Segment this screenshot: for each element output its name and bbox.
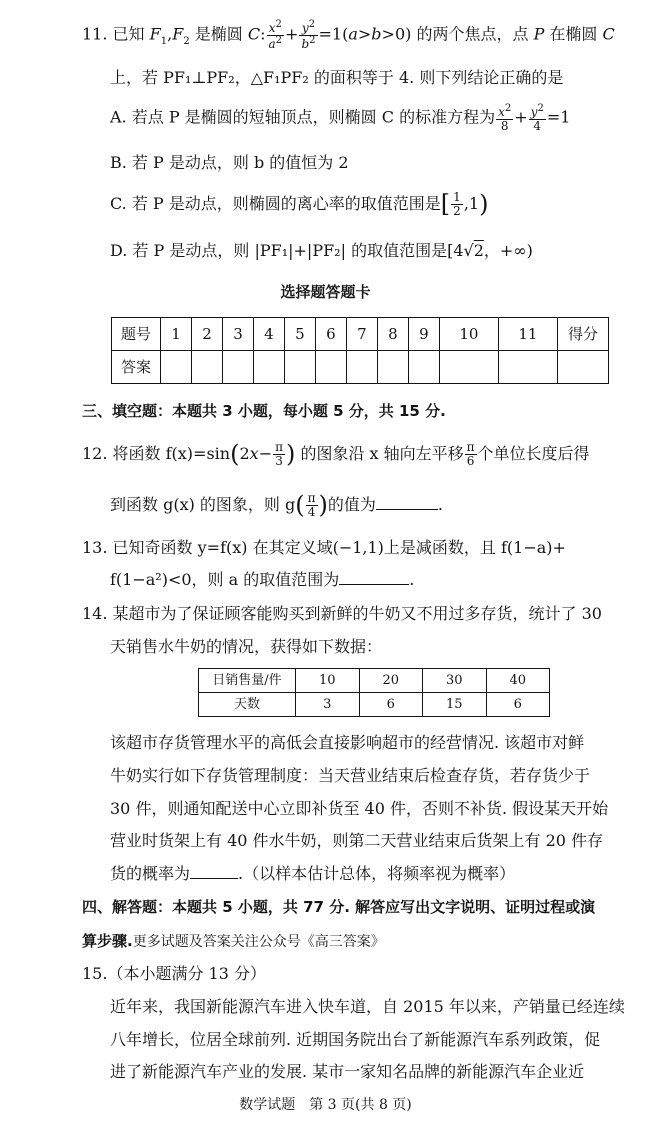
q12-answer-blank[interactable] (376, 495, 438, 510)
q11-option-d: D. 若 P 是动点，则 |PF₁|+|PF₂| 的取值范围是[4√2，+∞) (110, 241, 533, 260)
answer-card-header-cell: 8 (377, 318, 408, 351)
answer-card-answer-cell[interactable] (377, 351, 408, 384)
sales-table-days-row (199, 693, 550, 717)
answer-card-table (111, 317, 609, 384)
answer-card-header-cell: 9 (408, 318, 439, 351)
q15-line1: 近年来，我国新能源汽车进入快车道，自 2015 年以来，产销量已经连续 (110, 997, 625, 1016)
q15-line3: 进了新能源汽车产业的发展. 某市一家知名品牌的新能源汽车企业近 (110, 1062, 585, 1081)
q11-option-b: B. 若 P 是动点，则 b 的值恒为 2 (110, 153, 349, 172)
answer-card-header-cell: 6 (315, 318, 346, 351)
q13-line2: f(1−a²)<0，则 a 的取值范围为 . (110, 570, 415, 589)
answer-card-header-cell: 1 (161, 318, 192, 351)
q14-para5: 货的概率为 .（以样本估计总体，将频率视为概率） (110, 864, 516, 883)
answer-card-header-cell: 4 (253, 318, 284, 351)
q14-para2: 牛奶实行如下存货管理制度：当天营业结束后检查存货，若存货少于 (110, 766, 591, 785)
sales-table-days-cell: 天数 (199, 693, 296, 717)
sales-table-days-cell: 3 (296, 693, 360, 717)
section4-title-line1: 四、解答题：本题共 5 小题，共 77 分. 解答应写出文字说明、证明过程或演 (82, 898, 596, 916)
notice-text: 更多试题及答案关注公众号《高三答案》 (132, 934, 385, 950)
answer-card-header-cell: 10 (439, 318, 498, 351)
sales-table-header-cell: 40 (486, 669, 550, 693)
q13-line1: 13. 已知奇函数 y=f(x) 在其定义域(−1,1)上是减函数，且 f(1−a)+ (82, 538, 566, 557)
q14-para3: 30 件，则通知配送中心立即补货至 40 件，否则不补货. 假设某天开始 (110, 799, 609, 818)
sales-table (198, 668, 550, 717)
answer-card-answer-label: 答案 (112, 351, 161, 384)
answer-card-answer-cell[interactable] (191, 351, 222, 384)
q11-option-c: C. 若 P 是动点，则椭圆的离心率的取值范围是[ $\frac{1}{2}$ ,1) (110, 190, 489, 218)
answer-card-answer-cell[interactable] (222, 351, 253, 384)
page-footer: 数学试题 第 3 页(共 8 页) (239, 1097, 412, 1113)
section4-title-line2: 算步骤.更多试题及答案关注公众号《高三答案》 (82, 932, 385, 950)
section3-title: 三、填空题：本题共 3 小题，每小题 5 分，共 15 分. (82, 402, 446, 420)
answer-card-header-cell: 11 (498, 318, 557, 351)
q15-heading: 15.（本小题满分 13 分） (82, 964, 266, 983)
q14-para1: 该超市存货管理水平的高低会直接影响超市的经营情况. 该超市对鲜 (110, 733, 585, 752)
sales-table-days-cell: 6 (359, 693, 423, 717)
answer-card-answer-row (112, 351, 609, 384)
q14-para4: 营业时货架上有 40 件水牛奶，则第二天营业结束后货架上有 20 件存 (110, 831, 604, 850)
q11-stem-line2: 上，若 PF₁⊥PF₂，△F₁PF₂ 的面积等于 4. 则下列结论正确的是 (110, 68, 564, 87)
answer-card-answer-cell[interactable] (346, 351, 377, 384)
q14-line2: 天销售水牛奶的情况，获得如下数据： (110, 637, 383, 656)
answer-card-header-cell: 7 (346, 318, 377, 351)
answer-card-header-cell: 3 (222, 318, 253, 351)
q12-line2: 到函数 g(x) 的图象，则 g( $\frac{\pi}{4}$ )的值为 . (110, 491, 444, 519)
answer-card-answer-cell[interactable] (161, 351, 192, 384)
answer-card-header-cell: 得分 (558, 318, 609, 351)
answer-card-answer-cell[interactable] (284, 351, 315, 384)
answer-card-answer-cell[interactable] (408, 351, 439, 384)
answer-card-answer-cell[interactable] (558, 351, 609, 384)
sales-table-header-cell: 10 (296, 669, 360, 693)
answer-card-header-cell: 5 (284, 318, 315, 351)
sales-table-header-cell: 日销售量/件 (199, 669, 296, 693)
q14-answer-blank[interactable] (190, 864, 238, 879)
answer-card-header-row (112, 318, 609, 351)
sales-table-header-cell: 30 (423, 669, 487, 693)
ellipse-x-fraction: $\frac{x^2}{a^2}$ (268, 19, 283, 51)
sales-table-header-cell: 20 (359, 669, 423, 693)
answer-card-header-cell: 题号 (112, 318, 161, 351)
sales-table-header-row (199, 669, 550, 693)
sales-table-days-cell: 6 (486, 693, 550, 717)
answer-card-answer-cell[interactable] (315, 351, 346, 384)
q15-line2: 八年增长，位居全球前列. 近期国务院出台了新能源汽车系列政策，促 (110, 1030, 601, 1049)
answer-card-answer-cell[interactable] (253, 351, 284, 384)
q12-line1: 12. 将函数 f(x)=sin(2x− $\frac{\pi}{3}$ ) 的图象沿 x 轴向左平移 $\frac{\pi}{6}$ 个单位长度后得 (82, 440, 590, 468)
answer-card-header-cell: 2 (191, 318, 222, 351)
q14-line1: 14. 某超市为了保证顾客能购买到新鲜的牛奶又不用过多存货，统计了 30 (82, 604, 602, 623)
answer-card-title: 选择题答题卡 (280, 283, 371, 301)
q13-answer-blank[interactable] (339, 570, 409, 585)
answer-card-answer-cell[interactable] (439, 351, 498, 384)
ellipse-y-fraction: $\frac{y^2}{b^2}$ (301, 19, 316, 51)
q11-stem-line1: 11. 已知 $F_1,F_2$ 是椭圆 C: $\frac{x^2}{a^2}$ + $\frac{y^2}{b^2}$ =1(a>b>0) 的两个焦点，点 P 在椭圆 C (82, 19, 615, 51)
sales-table-days-cell: 15 (423, 693, 487, 717)
q11-option-a: A. 若点 P 是椭圆的短轴顶点，则椭圆 C 的标准方程为 $\frac{x^2}{8}$ + $\frac{y^2}{4}$ =1 (110, 103, 571, 133)
answer-card-answer-cell[interactable] (498, 351, 557, 384)
